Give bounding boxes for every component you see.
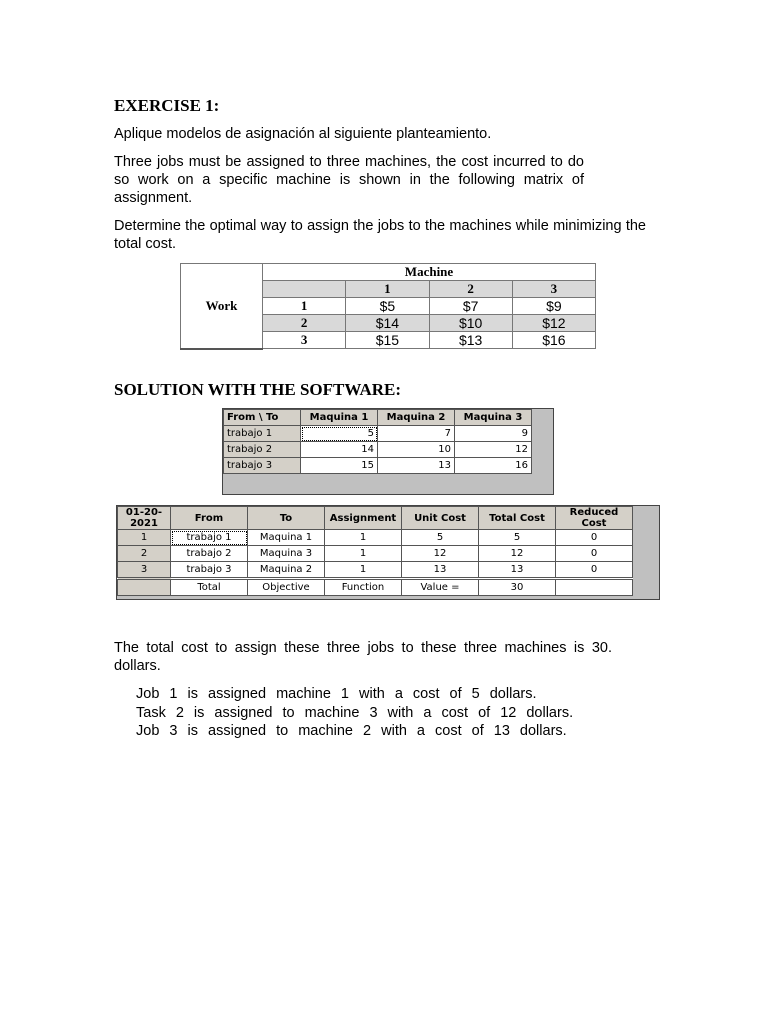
result-row-number: 2 [118,546,171,562]
result-to[interactable]: Maquina 1 [248,530,325,546]
result-unit-cost[interactable]: 5 [402,530,479,546]
result-date: 01-20-2021 [118,507,171,530]
matrix-cell: $15 [346,332,429,349]
assignment-line: Job 1 is assigned machine 1 with a cost of 5 dollars. [136,686,537,702]
input-col-header: Maquina 2 [378,410,455,426]
result-row-number: 3 [118,562,171,579]
cost-matrix [180,263,596,350]
result-to[interactable]: Maquina 3 [248,546,325,562]
input-cell[interactable]: 13 [378,458,455,474]
matrix-row-header: Work [181,264,263,349]
input-col-header: Maquina 1 [301,410,378,426]
input-row-label: trabajo 3 [224,458,301,474]
objective-text: Determine the optimal way to assign the jobs to the machines while minimizing the total cost. [114,218,646,252]
intro-text: Aplique modelos de asignación al siguiente planteamiento. [114,126,492,142]
matrix-col-label: 1 [346,281,429,298]
result-from[interactable]: trabajo 3 [171,562,248,579]
solution-title: SOLUTION WITH THE SOFTWARE: [114,380,402,399]
matrix-cell: $16 [512,332,595,349]
result-row-number: 1 [118,530,171,546]
input-col-header: Maquina 3 [455,410,532,426]
assignment-line: Job 3 is assigned to machine 2 with a cost of 13 dollars. [136,723,567,739]
result-grid [117,506,633,596]
result-col-header: Assignment [325,507,402,530]
result-footer-cell: Total [171,579,248,596]
input-row-label: trabajo 1 [224,426,301,442]
input-cell[interactable]: 14 [301,442,378,458]
exercise-title: EXERCISE 1: [114,96,220,115]
result-grid-frame [116,505,660,600]
result-assignment[interactable]: 1 [325,546,402,562]
result-reduced-cost[interactable]: 0 [556,546,633,562]
input-cell[interactable]: 15 [301,458,378,474]
result-reduced-cost[interactable]: 0 [556,562,633,579]
result-col-header: From [171,507,248,530]
matrix-col-label: 3 [512,281,595,298]
matrix-cell: $5 [346,298,429,315]
matrix-row-label: 3 [263,332,346,349]
input-cell[interactable]: 16 [455,458,532,474]
result-footer-cell: Value = [402,579,479,596]
result-col-header: To [248,507,325,530]
result-footer-cell: Function [325,579,402,596]
result-unit-cost[interactable]: 12 [402,546,479,562]
result-col-header: Total Cost [479,507,556,530]
result-footer-blank [556,579,633,596]
result-reduced-cost[interactable]: 0 [556,530,633,546]
problem-text: Three jobs must be assigned to three machines, the cost incurred to do so work on a specific machine is shown in the following matrix of assignment. [114,154,584,206]
input-cell[interactable]: 5 [301,426,378,442]
result-footer-blank [118,579,171,596]
result-col-header: Reduced Cost [556,507,633,530]
matrix-cell: $13 [429,332,512,349]
matrix-cell: $14 [346,315,429,332]
matrix-cell: $7 [429,298,512,315]
conclusion-text: The total cost to assign these three jobs to these three machines is 30. dollars. [114,640,612,674]
result-to[interactable]: Maquina 2 [248,562,325,579]
result-total-cost[interactable]: 12 [479,546,556,562]
result-from[interactable]: trabajo 2 [171,546,248,562]
assignment-line: Task 2 is assigned to machine 3 with a cost of 12 dollars. [136,705,574,721]
result-from[interactable]: trabajo 1 [171,530,248,546]
input-cell[interactable]: 9 [455,426,532,442]
matrix-cell: $10 [429,315,512,332]
result-total-cost[interactable]: 5 [479,530,556,546]
result-unit-cost[interactable]: 13 [402,562,479,579]
result-col-header: Unit Cost [402,507,479,530]
result-assignment[interactable]: 1 [325,530,402,546]
result-total-cost[interactable]: 13 [479,562,556,579]
matrix-col-label: 2 [429,281,512,298]
input-row-label: trabajo 2 [224,442,301,458]
result-footer-cell: Objective [248,579,325,596]
matrix-cell: $12 [512,315,595,332]
input-corner: From \ To [224,410,301,426]
input-cell[interactable]: 12 [455,442,532,458]
input-cell[interactable]: 10 [378,442,455,458]
result-assignment[interactable]: 1 [325,562,402,579]
input-cell[interactable]: 7 [378,426,455,442]
matrix-row-label: 1 [263,298,346,315]
input-grid [223,409,532,474]
result-objective-value: 30 [479,579,556,596]
matrix-row-label: 2 [263,315,346,332]
matrix-col-header: Machine [263,264,596,281]
input-grid-frame [222,408,554,495]
matrix-cell: $9 [512,298,595,315]
